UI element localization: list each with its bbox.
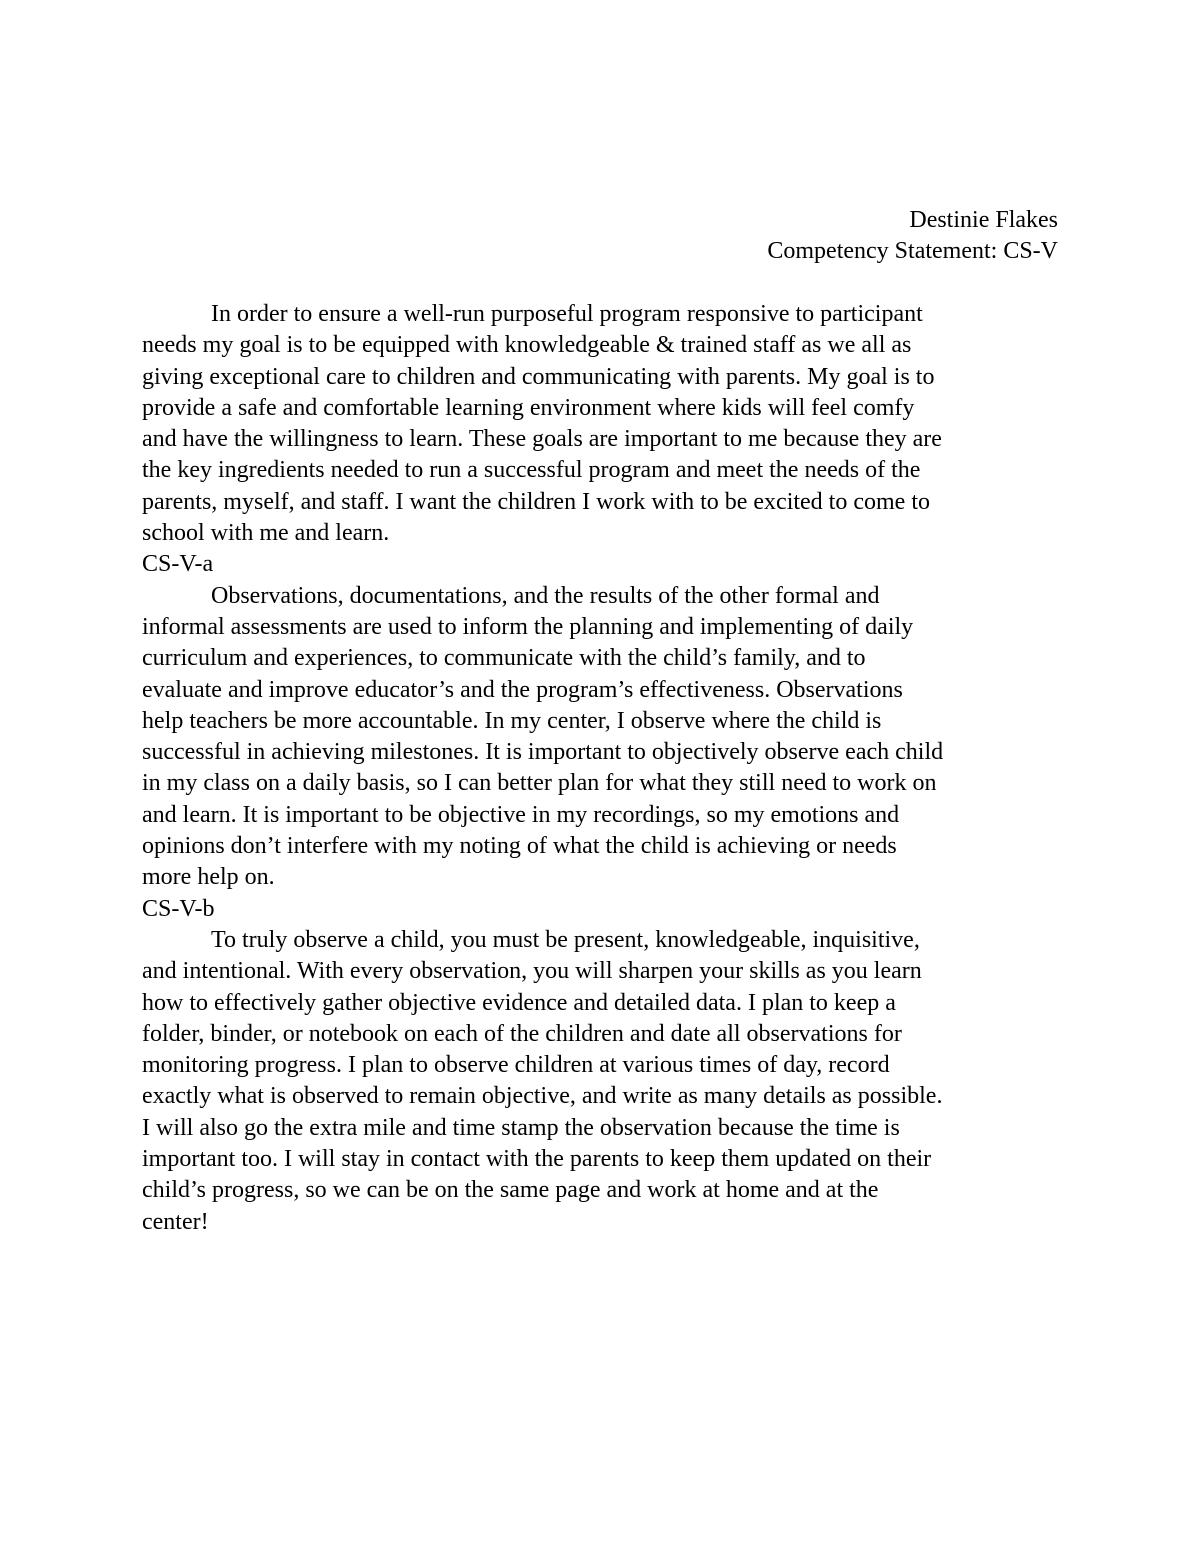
paragraph-line: and learn. It is important to be objective in my recordings, so my emotions and [142, 801, 900, 828]
paragraph-line: opinions don’t interfere with my noting of what the child is achieving or needs [142, 833, 897, 860]
section-b-paragraph [142, 925, 1062, 1238]
document-header [767, 205, 1058, 268]
paragraph-line: provide a safe and comfortable learning environment where kids will feel comfy [142, 394, 915, 421]
intro-paragraph [142, 299, 1062, 549]
document-body [142, 299, 1062, 1238]
paragraph-line: important too. I will stay in contact with the parents to keep them updated on their [142, 1146, 932, 1173]
paragraph-line: and intentional. With every observation, you will sharpen your skills as you learn [142, 958, 922, 985]
paragraph-line: To truly observe a child, you must be present, knowledgeable, inquisitive, [211, 926, 920, 953]
section-b-heading: CS-V-b [142, 895, 215, 922]
paragraph-line: the key ingredients needed to run a successful program and meet the needs of the [142, 457, 921, 484]
paragraph-line: evaluate and improve educator’s and the program’s effectiveness. Observations [142, 676, 903, 703]
section-a-paragraph [142, 581, 1062, 894]
paragraph-line: how to effectively gather objective evidence and detailed data. I plan to keep a [142, 989, 896, 1016]
paragraph-line: center! [142, 1208, 209, 1235]
section-a-heading: CS-V-a [142, 551, 214, 578]
paragraph-line: I will also go the extra mile and time stamp the observation because the time is [142, 1114, 900, 1141]
paragraph-line: curriculum and experiences, to communicate with the child’s family, and to [142, 645, 866, 672]
paragraph-line: Observations, documentations, and the results of the other formal and [211, 582, 880, 609]
paragraph-line: monitoring progress. I plan to observe children at various times of day, record [142, 1052, 890, 1079]
paragraph-line: needs my goal is to be equipped with knowledgeable & trained staff as we all as [142, 332, 912, 359]
paragraph-line: informal assessments are used to inform the planning and implementing of daily [142, 613, 914, 640]
author-name: Destinie Flakes [909, 207, 1058, 233]
document-title: Competency Statement: CS-V [767, 238, 1058, 265]
paragraph-line: child’s progress, so we can be on the same page and work at home and at the [142, 1177, 879, 1204]
paragraph-line: and have the willingness to learn. These goals are important to me because they are [142, 426, 942, 453]
paragraph-line: in my class on a daily basis, so I can better plan for what they still need to work on [142, 770, 937, 797]
paragraph-line: folder, binder, or notebook on each of the children and date all observations for [142, 1020, 902, 1047]
paragraph-line: help teachers be more accountable. In my center, I observe where the child is [142, 707, 882, 734]
paragraph-line: successful in achieving milestones. It is important to objectively observe each child [142, 739, 944, 766]
paragraph-line: giving exceptional care to children and communicating with parents. My goal is to [142, 363, 935, 390]
paragraph-line: parents, myself, and staff. I want the children I work with to be excited to come to [142, 488, 930, 515]
paragraph-line: more help on. [142, 864, 275, 891]
paragraph-line: school with me and learn. [142, 520, 390, 547]
paragraph-line: In order to ensure a well-run purposeful program responsive to participant [211, 301, 923, 327]
paragraph-line: exactly what is observed to remain objective, and write as many details as possible. [142, 1083, 943, 1110]
